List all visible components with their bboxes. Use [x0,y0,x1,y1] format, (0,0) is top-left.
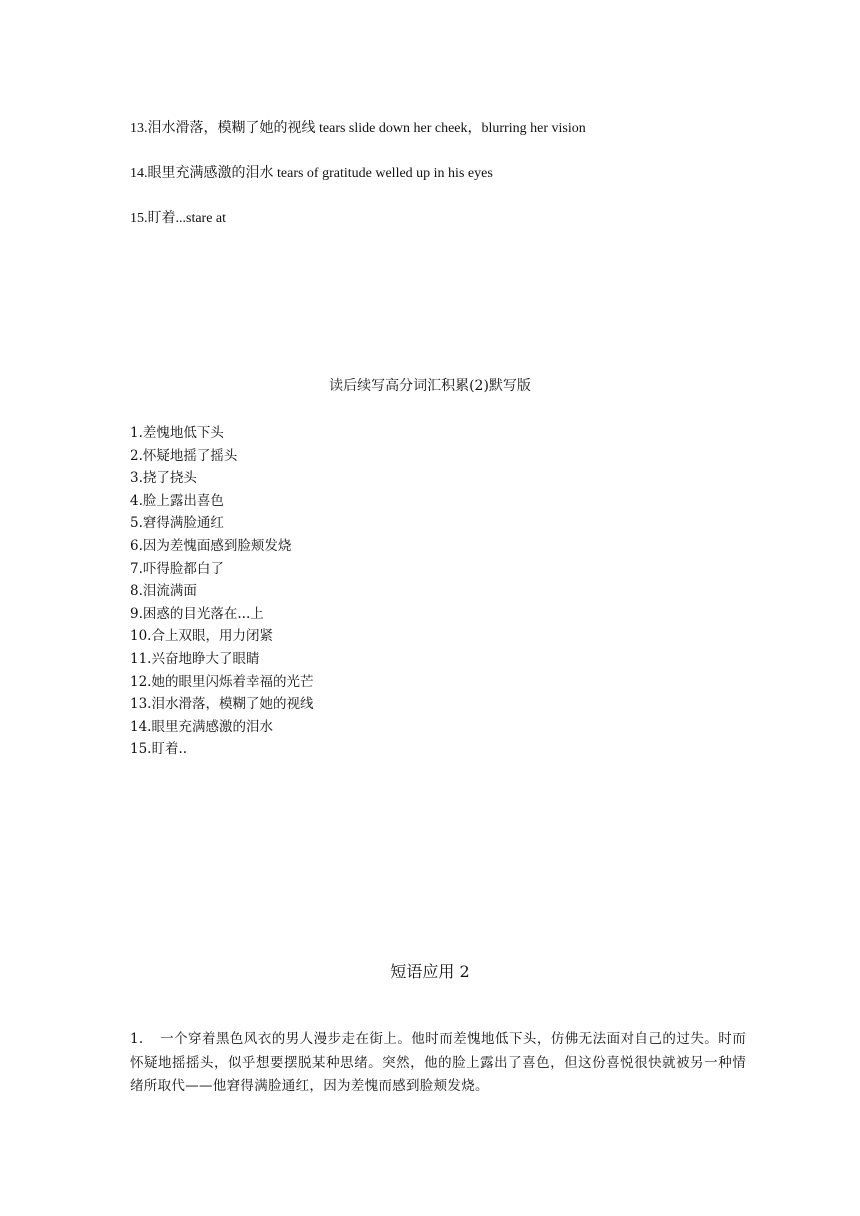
list-item: 2.怀疑地摇了摇头 [130,447,238,464]
list-item: 3.挠了挠头 [130,470,197,487]
phrase-english: tears of gratitude welled up in his eyes [273,166,493,181]
list-item: 4.脸上露出喜色 [130,492,224,509]
phrase-line-13 [130,119,586,138]
phrase-number: 15. [130,211,148,226]
phrase-number: 14. [130,166,148,181]
phrase-english: tears slide down her cheek，blurring her vision [315,121,586,136]
application-title: 短语应用 2 [390,962,470,981]
list-item: 13.泪水滑落，模糊了她的视线 [130,696,314,713]
dictation-title: 读后续写高分词汇积累(2)默写版 [329,378,531,394]
list-item: 5.窘得满脸通红 [130,515,224,532]
list-item: 12.她的眼里闪烁着幸福的光芒 [130,673,314,690]
list-item: 14.眼里充满感激的泪水 [130,718,273,735]
list-item: 8.泪流满面 [130,583,197,600]
dictation-list [130,422,313,761]
phrase-chinese: 泪水滑落，模糊了她的视线 [147,120,316,136]
paragraph-text: 一个穿着黑色风衣的男人漫步走在街上。他时而差愧地低下头，仿佛无法面对自己的过失。时而怀疑地摇摇头，似乎想要摆脱某种思绪。突然，他的脸上露出了喜色，但这份喜悦很快就被另一种情绪所取代——他窘得满脸通红，因为差愧而感到脸颊发烧。 [130,1031,746,1094]
phrase-line-15 [130,209,226,228]
phrase-chinese: 眼里充满感激的泪水 [147,165,274,181]
phrase-chinese: 盯着 [147,210,176,226]
list-item: 6.因为差愧面感到脸颊发烧 [130,537,292,554]
list-item: 9.困惑的目光落在...上 [130,605,264,622]
list-item: 15.盯着.. [130,741,188,758]
list-item: 11.兴奋地睁大了眼睛 [130,650,260,667]
phrase-english: ...stare at [175,211,227,226]
application-paragraph [130,1028,746,1099]
phrase-number: 13. [130,121,148,136]
paragraph-number: 1. [130,1031,144,1047]
phrase-line-14 [130,164,493,183]
list-item: 7.吓得脸都白了 [130,560,224,577]
list-item: 1.差愧地低下头 [130,425,224,441]
list-item: 10.合上双眼，用力闭紧 [130,628,273,645]
